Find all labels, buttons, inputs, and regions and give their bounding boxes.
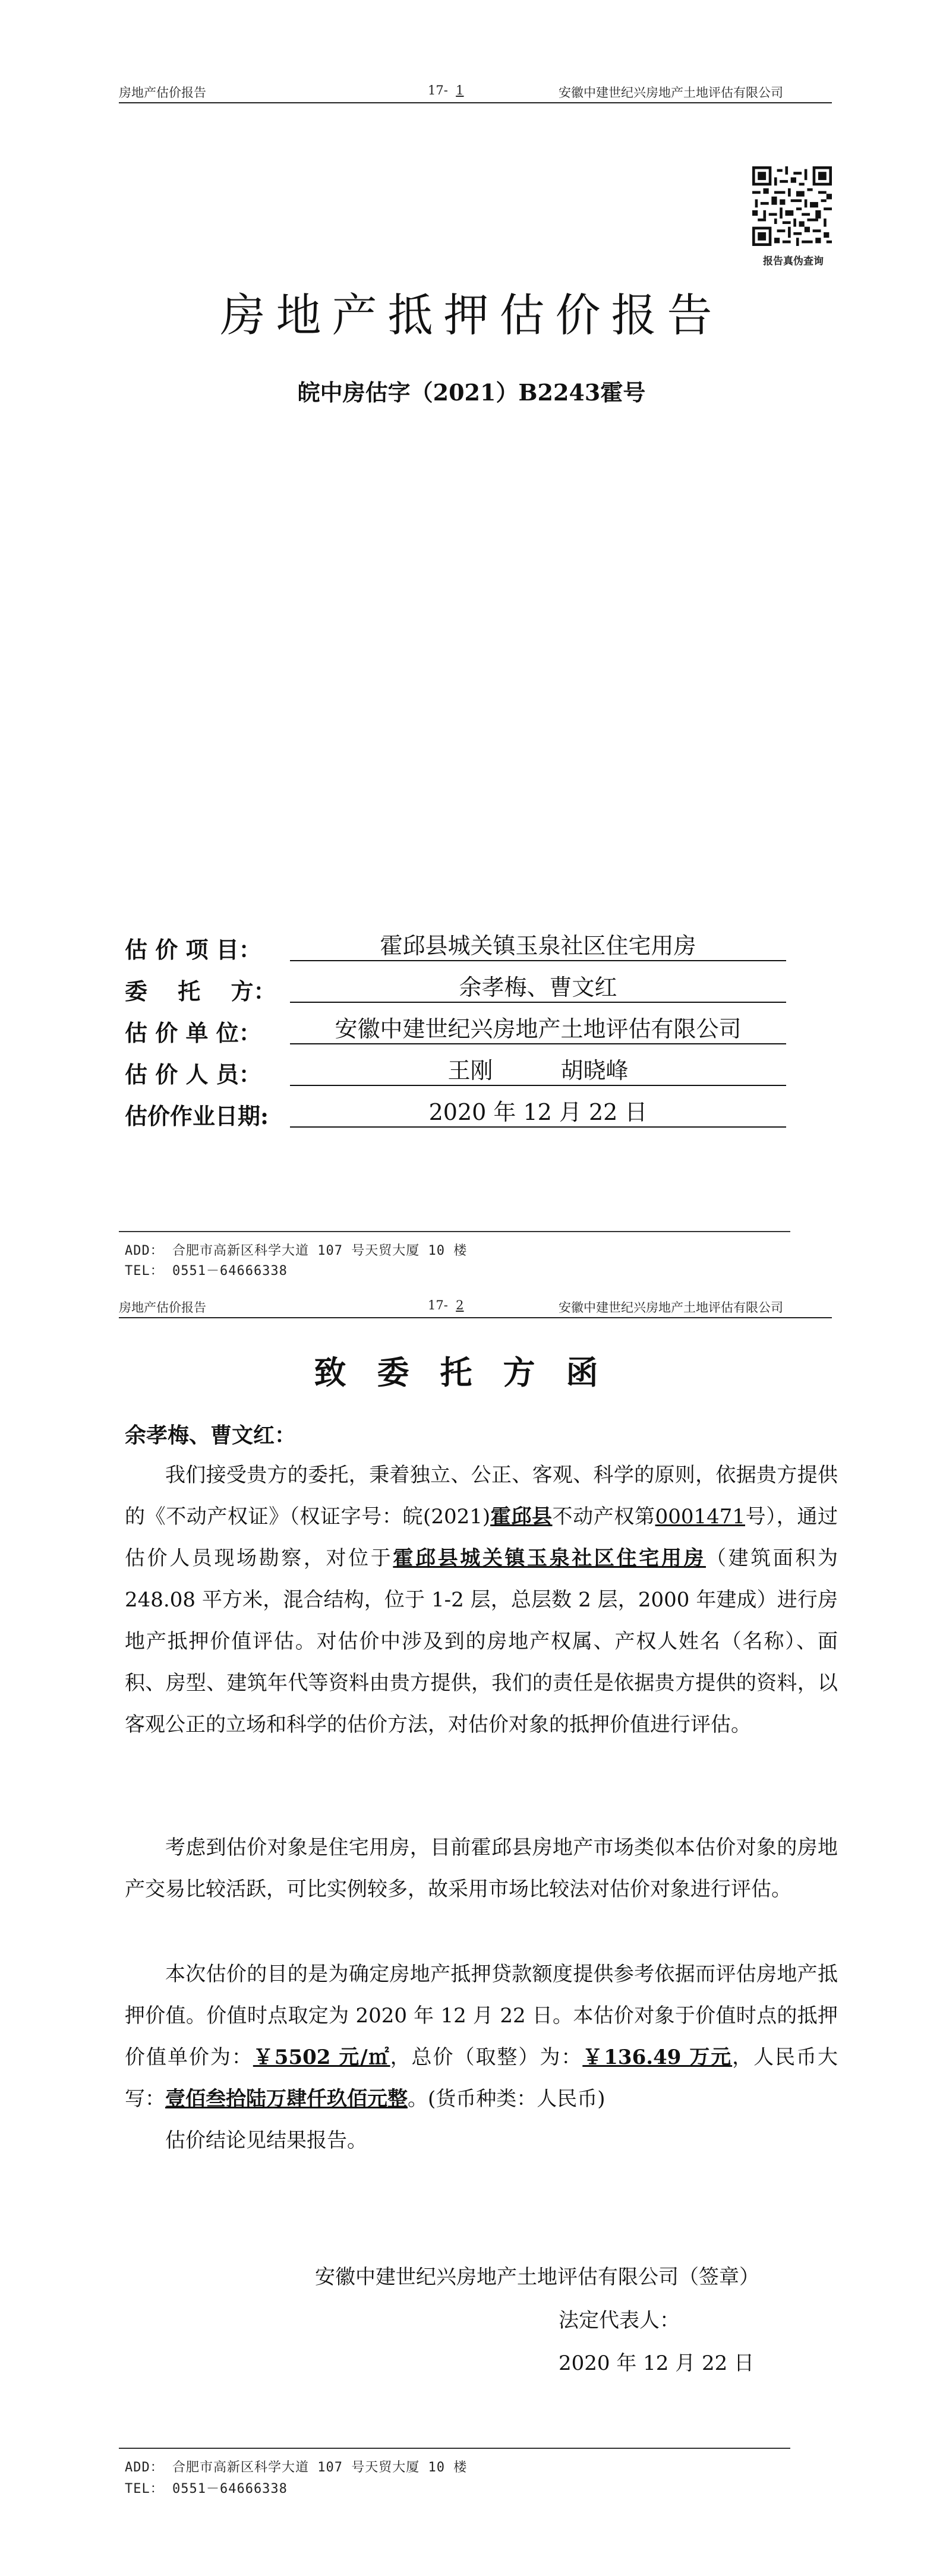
property-location: 霍邱县城关镇玉泉社区住宅用房 — [393, 1546, 706, 1570]
signature-legal-rep: 法定代表人： — [559, 2309, 680, 2332]
unit-price: ￥5502 元/㎡ — [253, 2045, 390, 2069]
page-number: 2 — [456, 1298, 464, 1312]
page-prefix: 17- — [428, 83, 448, 97]
paragraph-4: 估价结论见结果报告。 — [165, 2129, 367, 2152]
signature-company: 安徽中建世纪兴房地产土地评估有限公司（签章） — [315, 2265, 759, 2289]
text: ，总价（取整）为： — [390, 2045, 583, 2069]
info-row-project — [125, 932, 838, 961]
page2-footer-tel: TEL： 0551－64666338 — [125, 2482, 288, 2496]
page1-header-page — [428, 83, 472, 97]
county-underlined: 霍邱县 — [490, 1505, 553, 1529]
page2-footer-address: ADD： 合肥市高新区科学大道 107 号天贸大厦 10 楼 — [125, 2460, 468, 2475]
info-row-client — [125, 973, 838, 1003]
info-row-appraiser-unit — [125, 1015, 838, 1044]
page1-header-company: 安徽中建世纪兴房地产土地评估有限公司 — [559, 86, 783, 100]
page2-header-page — [428, 1298, 472, 1312]
amount-in-words: 壹佰叁拾陆万肆仟玖佰元整 — [165, 2087, 408, 2111]
text: 不动产权第 — [552, 1505, 655, 1529]
page1-footer-rule — [119, 1231, 790, 1232]
qr-label: 报告真伪查询 — [763, 255, 824, 267]
page-prefix: 17- — [428, 1298, 448, 1312]
info-row-date — [125, 1098, 838, 1128]
info-label: 估价作业日期: — [125, 1103, 269, 1129]
page-number: 1 — [456, 83, 464, 97]
qr-code-icon — [752, 166, 832, 246]
page1-footer-address: ADD： 合肥市高新区科学大道 107 号天贸大厦 10 楼 — [125, 1243, 468, 1258]
certificate-number: 0001471 — [655, 1505, 745, 1529]
salutation: 余孝梅、曹文红： — [125, 1423, 297, 1448]
paragraph-1 — [125, 1454, 838, 1745]
info-label: 估 价 人 员： — [125, 1061, 261, 1088]
info-value: 安徽中建世纪兴房地产土地评估有限公司 — [290, 1015, 786, 1044]
text: 。(货币种类：人民币) — [408, 2087, 605, 2111]
page2-header-rule — [119, 1317, 832, 1318]
document-number: 皖中房估字（2021）B2243霍号 — [297, 379, 646, 406]
letter-title: 致委托方函 — [314, 1353, 629, 1391]
info-label: 委 托 方： — [125, 978, 276, 1005]
page2-header-title: 房地产估价报告 — [119, 1300, 206, 1315]
paragraph-2: 考虑到估价对象是住宅用房，目前霍邱县房地产市场类似本估价对象的房地产交易比较活跃，可比实例较多，故采用市场比较法对估价对象进行评估。 — [125, 1836, 838, 1901]
info-value: 王刚 胡晓峰 — [290, 1056, 786, 1086]
signature-date: 2020 年 12 月 22 日 — [559, 2351, 755, 2375]
text: 号），通过估价人员现场勘察，对位于 — [125, 1505, 838, 1570]
total-price: ￥136.49 万元 — [582, 2045, 733, 2069]
page1-header-rule — [119, 102, 832, 103]
text: 本次估价的目的是为确定房地产抵押贷款额度提供参考依据而评估房地产抵押价值。价值时点取定为 2020 年 12 月 22 日。本估价对象于价值时点的抵押价值单价为： — [125, 1962, 838, 2069]
page1-header-title: 房地产估价报告 — [119, 86, 206, 100]
info-value: 2020 年 12 月 22 日 — [290, 1098, 786, 1128]
text: 我们接受贵方的委托，秉着独立、公正、客观、科学的原则，依据贵方提供的《不动产权证》（权证字号：皖(2021) — [125, 1463, 838, 1529]
info-value: 余孝梅、曹文红 — [290, 973, 786, 1003]
text: （建筑面积为 248.08 平方米，混合结构，位于 1-2 层，总层数 2 层，2000 年建成）进行房地产抵押价值评估。对估价中涉及到的房地产权属、产权人姓名（名称）、面积、房型、建筑年代等资料由贵方提供，我们的责任是依据贵方提供的资料，以客观公正的立场和科学的估价方法，对估价对象的抵押价值进行评估。 — [125, 1546, 838, 1737]
page2-footer-rule — [119, 2448, 790, 2449]
page2-header-company: 安徽中建世纪兴房地产土地评估有限公司 — [559, 1300, 783, 1315]
text: ，人民币大写： — [125, 2045, 838, 2111]
info-label: 估 价 单 位： — [125, 1019, 261, 1046]
page1-footer-tel: TEL： 0551－64666338 — [125, 1264, 288, 1278]
info-row-appraisers — [125, 1056, 838, 1086]
report-title: 房地产抵押估价报告 — [220, 289, 723, 342]
paragraph-3 — [125, 1953, 838, 2120]
info-value: 霍邱县城关镇玉泉社区住宅用房 — [290, 932, 786, 961]
info-label: 估 价 项 目： — [125, 936, 261, 963]
